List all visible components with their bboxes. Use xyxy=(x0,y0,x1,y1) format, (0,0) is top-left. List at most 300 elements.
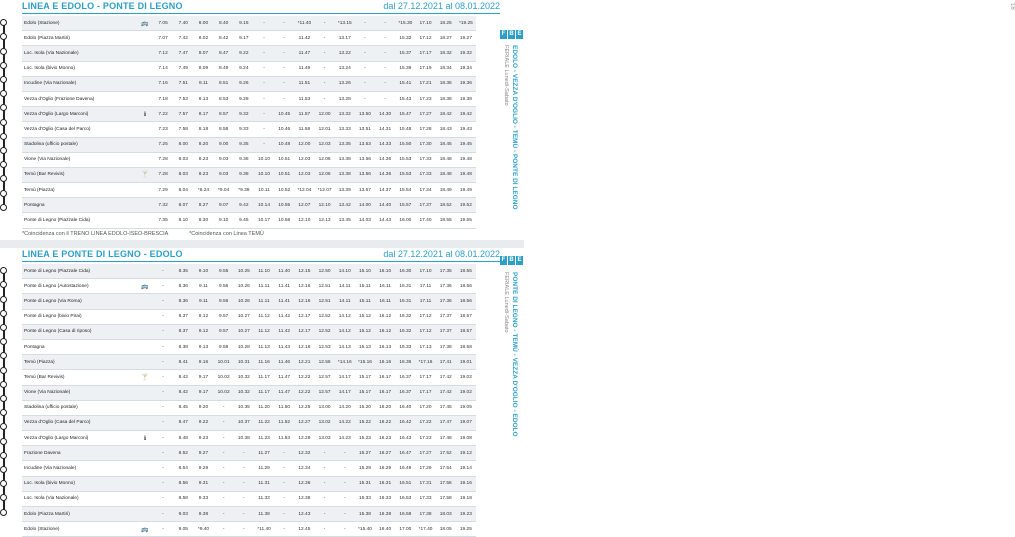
departure-time: 10.31 xyxy=(234,355,254,370)
stop-icon-cell xyxy=(137,476,153,491)
departure-time: *12.07 xyxy=(315,183,335,198)
table-row xyxy=(22,107,476,122)
departure-time: 12.22 xyxy=(294,370,314,385)
departure-time: 13.45 xyxy=(335,213,355,228)
stop-name: Ponte di Legno (Autostazione) xyxy=(22,279,137,294)
departure-time: 15.11 xyxy=(355,294,375,309)
departure-time: 10.35 xyxy=(234,400,254,415)
departure-time: 9.38 xyxy=(193,507,213,522)
departure-time: 17.37 xyxy=(415,198,435,213)
departure-time: 15.38 xyxy=(355,507,375,522)
departure-time: - xyxy=(335,461,355,476)
departure-time: 15.29 xyxy=(355,461,375,476)
departure-time: 17.48 xyxy=(436,431,456,446)
departure-time: 11.22 xyxy=(254,415,274,430)
departure-time: 9.29 xyxy=(193,461,213,476)
departure-time: 8.10 xyxy=(173,213,193,228)
departure-time: 17.23 xyxy=(415,431,435,446)
departure-time: 15.20 xyxy=(355,400,375,415)
departure-time: 12.21 xyxy=(294,355,314,370)
departure-time: 7.49 xyxy=(173,61,193,76)
stop-marker xyxy=(0,494,7,501)
footnotes xyxy=(22,231,264,237)
departure-time: 10.55 xyxy=(274,198,294,213)
service-tags xyxy=(500,256,524,265)
footnote-temu: *Coincidenza con Linea TEMÙ xyxy=(189,231,264,237)
departure-time: 9.15 xyxy=(234,16,254,31)
table-row xyxy=(22,324,476,339)
departure-time: 19.02 xyxy=(456,385,476,400)
stop-name: Stadolina (ufficio postale) xyxy=(22,400,137,415)
departure-time: - xyxy=(214,446,234,461)
departure-time: 12.06 xyxy=(315,152,335,167)
departure-time: 17.45 xyxy=(436,400,456,415)
departure-time: 19.27 xyxy=(456,31,476,46)
departure-time: 19.23 xyxy=(456,507,476,522)
stop-marker xyxy=(0,48,7,55)
departure-time: *17.40 xyxy=(415,522,435,537)
departure-time: - xyxy=(153,446,173,461)
departure-time: 9.22 xyxy=(193,415,213,430)
departure-time: 13.56 xyxy=(355,167,375,182)
departure-time: 9.57 xyxy=(214,324,234,339)
departure-time: 16.00 xyxy=(395,213,415,228)
departure-time: 8.42 xyxy=(173,385,193,400)
stop-name: Ponte di Legno (Casa di riposo) xyxy=(22,324,137,339)
timetable-return xyxy=(0,248,524,533)
departure-time: 15.27 xyxy=(355,446,375,461)
departure-time: 7.57 xyxy=(173,107,193,122)
departure-time: 14.43 xyxy=(375,213,395,228)
departure-time: 11.52 xyxy=(274,415,294,430)
departure-time: 17.37 xyxy=(436,309,456,324)
departure-time: - xyxy=(274,31,294,46)
departure-time: 12.36 xyxy=(294,476,314,491)
departure-time: 12.52 xyxy=(315,309,335,324)
departure-time: 7.40 xyxy=(173,16,193,31)
stop-icon-cell xyxy=(137,46,153,61)
departure-time: - xyxy=(153,355,173,370)
stop-name: Vezza d'Oglio (Casa del Parco) xyxy=(22,122,137,137)
stop-name: Temù (Bar Revivis) xyxy=(22,370,137,385)
stop-marker xyxy=(0,367,7,374)
departure-time: - xyxy=(315,31,335,46)
stop-name: Stadolina (ufficio postale) xyxy=(22,137,137,152)
departure-time: - xyxy=(153,522,173,537)
departure-time: 17.10 xyxy=(415,16,435,31)
departure-time: 10.46 xyxy=(274,122,294,137)
line-title: LINEA E PONTE DI LEGNO - EDOLO xyxy=(22,249,183,259)
table-row xyxy=(22,61,476,76)
departure-time: 13.00 xyxy=(315,400,335,415)
departure-time: 7.42 xyxy=(173,31,193,46)
departure-time: 16.20 xyxy=(375,400,395,415)
departure-time: - xyxy=(214,522,234,537)
departure-time: 7.51 xyxy=(173,76,193,91)
departure-time: 14.36 xyxy=(375,152,395,167)
stop-icon-cell xyxy=(137,31,153,46)
departure-time: 17.10 xyxy=(415,264,435,279)
departure-time: 18.48 xyxy=(436,167,456,182)
stop-name: Loc. Isola (bivio Monno) xyxy=(22,476,137,491)
departure-time: 17.19 xyxy=(415,61,435,76)
departure-time: 11.50 xyxy=(274,400,294,415)
departure-time: 17.38 xyxy=(415,507,435,522)
table-row xyxy=(22,198,476,213)
departure-time: 15.48 xyxy=(395,122,415,137)
departure-time: 18.25 xyxy=(436,16,456,31)
departure-time: 10.26 xyxy=(234,294,254,309)
departure-time: 8.37 xyxy=(173,309,193,324)
departure-time: 11.43 xyxy=(274,339,294,354)
departure-time: 18.32 xyxy=(436,46,456,61)
departure-time: 16.36 xyxy=(395,355,415,370)
stop-marker xyxy=(0,352,7,359)
departure-time: 11.53 xyxy=(274,431,294,446)
departure-time: 17.22 xyxy=(415,415,435,430)
departure-time: 17.34 xyxy=(415,183,435,198)
departure-time: - xyxy=(234,476,254,491)
departure-time: - xyxy=(254,137,274,152)
departure-time: 8.47 xyxy=(173,415,193,430)
departure-time: - xyxy=(254,76,274,91)
departure-time: 9.03 xyxy=(173,507,193,522)
departure-time: 11.38 xyxy=(254,507,274,522)
departure-time: 16.27 xyxy=(375,446,395,461)
departure-time: 9.03 xyxy=(214,152,234,167)
stop-marker xyxy=(0,452,7,459)
departure-time: 14.20 xyxy=(335,400,355,415)
stop-marker xyxy=(0,267,7,274)
departure-time: 15.22 xyxy=(355,415,375,430)
departure-time: 15.11 xyxy=(355,279,375,294)
departure-time: 15.32 xyxy=(395,31,415,46)
departure-time: 17.21 xyxy=(415,76,435,91)
departure-time: - xyxy=(315,16,335,31)
departure-time: - xyxy=(375,31,395,46)
departure-time: 13.53 xyxy=(355,137,375,152)
departure-time: 8.38 xyxy=(173,339,193,354)
table-row xyxy=(22,167,476,182)
departure-time: 12.43 xyxy=(294,507,314,522)
departure-time: 17.42 xyxy=(436,385,456,400)
departure-time: 9.23 xyxy=(193,431,213,446)
departure-time: - xyxy=(214,476,234,491)
departure-time: 7.47 xyxy=(173,46,193,61)
table-row xyxy=(22,431,476,446)
departure-time: 19.43 xyxy=(456,122,476,137)
stop-marker xyxy=(0,338,7,345)
line-e-badge: E xyxy=(517,31,522,37)
departure-time: - xyxy=(254,107,274,122)
departure-time: 7.14 xyxy=(153,61,173,76)
departure-time: - xyxy=(355,76,375,91)
departure-time: 14.30 xyxy=(375,107,395,122)
stop-marker xyxy=(0,19,7,26)
departure-time: - xyxy=(375,91,395,106)
departure-time: 16.38 xyxy=(375,507,395,522)
departure-time: 9.24 xyxy=(234,61,254,76)
departure-time: - xyxy=(274,491,294,506)
departure-time: 13.42 xyxy=(335,198,355,213)
departure-time: 10.52 xyxy=(274,183,294,198)
departure-time: 12.03 xyxy=(294,152,314,167)
departure-time: - xyxy=(355,31,375,46)
departure-time: 8.54 xyxy=(173,461,193,476)
departure-time: 14.40 xyxy=(375,198,395,213)
stop-marker xyxy=(0,395,7,402)
departure-time: 11.11 xyxy=(254,294,274,309)
departure-time: 13.26 xyxy=(335,76,355,91)
departure-time: 9.33 xyxy=(234,122,254,137)
departure-time: 11.13 xyxy=(254,339,274,354)
departure-time: - xyxy=(315,76,335,91)
departure-time: 12.10 xyxy=(315,198,335,213)
departure-time: 10.02 xyxy=(214,370,234,385)
departure-time: 7.32 xyxy=(153,198,173,213)
departure-time: 9.20 xyxy=(193,400,213,415)
departure-time: - xyxy=(274,461,294,476)
departure-time: 9.26 xyxy=(234,76,254,91)
stop-icon-cell xyxy=(137,461,153,476)
departure-time: 11.17 xyxy=(254,370,274,385)
departure-time: 9.11 xyxy=(193,279,213,294)
departure-time: 8.13 xyxy=(193,91,213,106)
departure-time: 15.57 xyxy=(395,198,415,213)
departure-time: 17.30 xyxy=(415,137,435,152)
info-icon: ℹ xyxy=(137,107,153,122)
stop-icon-cell xyxy=(137,355,153,370)
departure-time: 17.54 xyxy=(436,461,456,476)
departure-time: - xyxy=(153,507,173,522)
departure-time: 19.01 xyxy=(456,355,476,370)
departure-time: 19.08 xyxy=(456,431,476,446)
departure-time: 14.00 xyxy=(355,198,375,213)
departure-time: 12.16 xyxy=(294,294,314,309)
stop-marker xyxy=(0,509,7,516)
bus-icon: B xyxy=(509,257,514,263)
departure-time: - xyxy=(153,294,173,309)
departure-time: 9.17 xyxy=(193,370,213,385)
departure-time: 18.34 xyxy=(436,61,456,76)
departure-time: 12.45 xyxy=(294,522,314,537)
departure-time: 9.13 xyxy=(193,339,213,354)
departure-time: - xyxy=(274,446,294,461)
departure-time: - xyxy=(335,491,355,506)
departure-time: 10.28 xyxy=(234,339,254,354)
departure-time: 7.05 xyxy=(153,16,173,31)
departure-time: 12.57 xyxy=(315,385,335,400)
departure-time: 7.18 xyxy=(153,91,173,106)
departure-time: 9.22 xyxy=(234,46,254,61)
bus-icon: 🚌 xyxy=(137,522,153,537)
departure-time: - xyxy=(375,61,395,76)
departure-time: - xyxy=(274,507,294,522)
stop-icon-cell xyxy=(137,446,153,461)
departure-time: 17.17 xyxy=(415,385,435,400)
departure-time: 11.42 xyxy=(274,324,294,339)
departure-time: 13.03 xyxy=(315,431,335,446)
departure-time: 17.27 xyxy=(415,107,435,122)
departure-time: - xyxy=(234,522,254,537)
train-icon: F xyxy=(501,257,506,263)
departure-time: 9.17 xyxy=(193,385,213,400)
table-row xyxy=(22,400,476,415)
departure-time: 8.49 xyxy=(214,61,234,76)
departure-time: *17.16 xyxy=(415,355,435,370)
departure-time: 17.17 xyxy=(415,46,435,61)
departure-time: 17.56 xyxy=(436,476,456,491)
departure-time: - xyxy=(153,279,173,294)
departure-time: 9.35 xyxy=(234,137,254,152)
departure-time: 16.31 xyxy=(395,279,415,294)
departure-time: 9.11 xyxy=(193,294,213,309)
departure-time: 8.56 xyxy=(173,476,193,491)
departure-time: 12.28 xyxy=(294,431,314,446)
stop-marker xyxy=(0,161,7,168)
departure-time: 8.04 xyxy=(173,183,193,198)
departure-time: 7.28 xyxy=(153,167,173,182)
departure-time: 12.52 xyxy=(315,324,335,339)
stop-icon-cell xyxy=(137,491,153,506)
side-route-name: EDOLO - VEZZA D'OGLIO - TEMÙ - PONTE DI LEGNO xyxy=(511,45,518,210)
departure-time: 15.37 xyxy=(395,46,415,61)
table-row xyxy=(22,264,476,279)
stop-name: Pontagna xyxy=(22,198,137,213)
departure-time: 18.36 xyxy=(436,76,456,91)
departure-time: 8.40 xyxy=(214,16,234,31)
departure-time: 10.32 xyxy=(234,385,254,400)
departure-time: 13.02 xyxy=(315,415,335,430)
departure-time: 11.40 xyxy=(274,264,294,279)
side-service-days: FERIALE Lunedì-Sabato xyxy=(503,272,509,333)
departure-time: 16.47 xyxy=(395,446,415,461)
departure-time: 19.55 xyxy=(456,213,476,228)
timetable-table xyxy=(22,264,476,537)
departure-time: 12.51 xyxy=(315,279,335,294)
departure-time: *9.40 xyxy=(193,522,213,537)
departure-time: - xyxy=(153,415,173,430)
departure-time: 10.10 xyxy=(254,167,274,182)
table-row xyxy=(22,385,476,400)
departure-time: 8.00 xyxy=(193,16,213,31)
departure-time: 9.05 xyxy=(173,522,193,537)
departure-time: 8.42 xyxy=(173,370,193,385)
departure-time: 12.25 xyxy=(294,400,314,415)
table-row xyxy=(22,46,476,61)
table-row xyxy=(22,522,476,537)
departure-time: - xyxy=(153,431,173,446)
departure-time: 15.33 xyxy=(355,491,375,506)
departure-time: 10.51 xyxy=(274,152,294,167)
departure-time: 16.33 xyxy=(395,339,415,354)
departure-time: 10.37 xyxy=(234,415,254,430)
departure-time: 10.51 xyxy=(274,167,294,182)
departure-time: 17.12 xyxy=(415,31,435,46)
departure-time: 11.20 xyxy=(254,400,274,415)
departure-time: 14.17 xyxy=(335,370,355,385)
stop-name: Edolo (Stazione) xyxy=(22,16,137,31)
departure-time: - xyxy=(274,522,294,537)
departure-time: 14.12 xyxy=(335,309,355,324)
cocktail-icon: 🍸 xyxy=(137,370,153,385)
stop-marker xyxy=(0,324,7,331)
departure-time: - xyxy=(214,400,234,415)
departure-time: 10.58 xyxy=(274,213,294,228)
departure-time: - xyxy=(355,46,375,61)
stop-name: Loc. Isola (Via Nazionale) xyxy=(22,491,137,506)
departure-time: - xyxy=(153,385,173,400)
departure-time: 17.20 xyxy=(415,400,435,415)
departure-time: 18.58 xyxy=(456,339,476,354)
departure-time: 19.25 xyxy=(456,522,476,537)
departure-time: 8.27 xyxy=(193,198,213,213)
departure-time: 9.03 xyxy=(214,167,234,182)
departure-time: 11.46 xyxy=(274,355,294,370)
departure-time: 16.42 xyxy=(395,415,415,430)
departure-time: 19.14 xyxy=(456,461,476,476)
departure-time: 8.47 xyxy=(214,46,234,61)
departure-time: *14.16 xyxy=(335,355,355,370)
departure-time: 16.53 xyxy=(395,491,415,506)
departure-time: - xyxy=(335,446,355,461)
departure-time: 15.12 xyxy=(355,309,375,324)
departure-time: 9.17 xyxy=(234,31,254,46)
departure-time: *9.04 xyxy=(214,183,234,198)
stop-icon-cell xyxy=(137,264,153,279)
departure-time: 18.42 xyxy=(436,107,456,122)
departure-time: 16.40 xyxy=(375,522,395,537)
departure-time: 7.53 xyxy=(173,91,193,106)
departure-time: - xyxy=(153,264,173,279)
departure-time: 8.07 xyxy=(193,46,213,61)
departure-time: 10.32 xyxy=(234,370,254,385)
header-rule xyxy=(22,261,500,262)
departure-time: 9.56 xyxy=(214,294,234,309)
stop-icon-cell xyxy=(137,76,153,91)
departure-time: *11.40 xyxy=(294,16,314,31)
stop-name: Edolo (Piazza Martiri) xyxy=(22,507,137,522)
stop-marker xyxy=(0,204,7,211)
departure-time: - xyxy=(234,461,254,476)
table-row xyxy=(22,446,476,461)
departure-time: 17.29 xyxy=(415,461,435,476)
stop-icon-cell xyxy=(137,385,153,400)
departure-time: *15.40 xyxy=(355,522,375,537)
departure-time: 19.49 xyxy=(456,183,476,198)
departure-time: 17.35 xyxy=(436,264,456,279)
departure-time: - xyxy=(214,431,234,446)
departure-time: 15.17 xyxy=(355,385,375,400)
departure-time: 12.57 xyxy=(315,370,335,385)
departure-time: 9.38 xyxy=(234,152,254,167)
departure-time: - xyxy=(254,61,274,76)
departure-time: 15.47 xyxy=(395,107,415,122)
departure-time: - xyxy=(355,16,375,31)
departure-time: 16.10 xyxy=(375,264,395,279)
departure-time: 8.45 xyxy=(173,400,193,415)
departure-time: 9.45 xyxy=(234,213,254,228)
departure-time: - xyxy=(254,91,274,106)
departure-time: 12.53 xyxy=(315,339,335,354)
stop-marker xyxy=(0,466,7,473)
stop-name: Vione (Via Nazionale) xyxy=(22,152,137,167)
departure-time: - xyxy=(315,446,335,461)
departure-time: - xyxy=(315,46,335,61)
departure-time: *15.16 xyxy=(355,355,375,370)
departure-time: *15.30 xyxy=(395,16,415,31)
departure-time: 11.57 xyxy=(294,107,314,122)
